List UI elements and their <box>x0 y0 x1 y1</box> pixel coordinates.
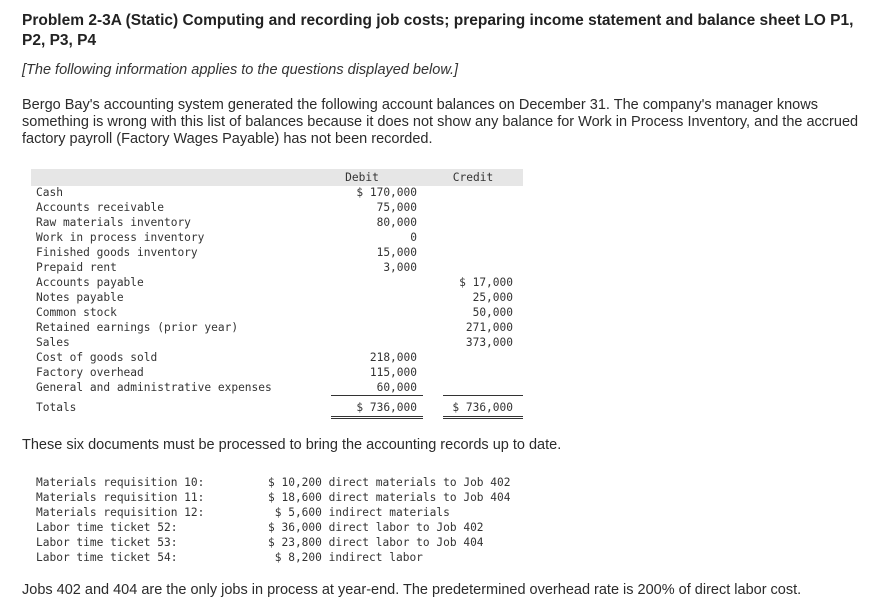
account-name: Prepaid rent <box>36 261 117 274</box>
debit-subtotal-rule <box>331 395 423 396</box>
debit-value: $ 170,000 <box>356 186 417 199</box>
account-balances-table <box>31 169 523 419</box>
document-description: $ 36,000 direct labor to Job 402 <box>268 521 484 534</box>
list-item <box>36 505 556 520</box>
totals-label: Totals <box>36 401 77 414</box>
debit-total-rule-1 <box>331 416 423 417</box>
totals-row <box>31 400 523 415</box>
document-name: Labor time ticket 53: <box>36 536 178 549</box>
debit-value: 115,000 <box>369 366 417 379</box>
table-row <box>31 290 523 305</box>
credit-subtotal-rule <box>443 395 523 396</box>
account-name: Finished goods inventory <box>36 246 198 259</box>
list-item <box>36 550 556 565</box>
table-row <box>31 185 523 200</box>
table-row <box>31 215 523 230</box>
document-description: $ 8,200 indirect labor <box>268 551 423 564</box>
table-row <box>31 335 523 350</box>
list-item <box>36 475 556 490</box>
account-name: Retained earnings (prior year) <box>36 321 239 334</box>
account-name: Accounts receivable <box>36 201 164 214</box>
debit-value: 0 <box>410 231 417 244</box>
table-row <box>31 230 523 245</box>
table-row <box>31 380 523 395</box>
account-name: General and administrative expenses <box>36 381 272 394</box>
problem-subtitle: [The following information applies to the questions displayed below.] <box>22 62 459 78</box>
account-name: Raw materials inventory <box>36 216 191 229</box>
debit-value: 75,000 <box>376 201 417 214</box>
debit-header: Debit <box>345 171 379 184</box>
account-name: Work in process inventory <box>36 231 205 244</box>
account-name: Sales <box>36 336 70 349</box>
closing-note: Jobs 402 and 404 are the only jobs in process at year-end. The predetermined overhead rate is 200% of direct labor cost. <box>22 582 802 598</box>
document-name: Materials requisition 11: <box>36 491 205 504</box>
list-item <box>36 520 556 535</box>
debit-value: 218,000 <box>369 351 417 364</box>
account-name: Cost of goods sold <box>36 351 158 364</box>
account-name: Factory overhead <box>36 366 144 379</box>
credit-header: Credit <box>452 171 494 184</box>
intro-paragraph: Bergo Bay's accounting system generated the following account balances on December 31. The company's manager knows something is wrong with this list of balances because it does not show any balance for Work in Process Inventory, and the accrued factory payroll (Factory Wages Payable) has not been recorded. <box>22 97 859 147</box>
credit-total-rule-1 <box>443 416 523 417</box>
document-description: $ 10,200 direct materials to Job 402 <box>268 476 511 489</box>
debit-total-rule-2 <box>331 418 423 419</box>
account-name: Common stock <box>36 306 117 319</box>
document-name: Materials requisition 10: <box>36 476 205 489</box>
account-name: Notes payable <box>36 291 124 304</box>
list-item <box>36 490 556 505</box>
document-description: $ 18,600 direct materials to Job 404 <box>268 491 511 504</box>
document-name: Labor time ticket 54: <box>36 551 178 564</box>
debit-value: 80,000 <box>376 216 417 229</box>
table-header-bar <box>31 169 523 186</box>
list-item <box>36 535 556 550</box>
table-row <box>31 260 523 275</box>
document-name: Materials requisition 12: <box>36 506 205 519</box>
document-description: $ 5,600 indirect materials <box>268 506 450 519</box>
debit-value: 15,000 <box>376 246 417 259</box>
credit-value: 50,000 <box>472 306 513 319</box>
credit-total-rule-2 <box>443 418 523 419</box>
credit-value: 271,000 <box>465 321 513 334</box>
table-row <box>31 275 523 290</box>
table-row <box>31 365 523 380</box>
table-row <box>31 320 523 335</box>
credit-value: 25,000 <box>472 291 513 304</box>
debit-value: 3,000 <box>383 261 417 274</box>
table-row <box>31 305 523 320</box>
credit-value: 373,000 <box>465 336 513 349</box>
account-name: Cash <box>36 186 63 199</box>
debit-total: $ 736,000 <box>356 401 417 414</box>
table-row <box>31 350 523 365</box>
table-row <box>31 200 523 215</box>
document-description: $ 23,800 direct labor to Job 404 <box>268 536 484 549</box>
debit-value: 60,000 <box>376 381 417 394</box>
credit-total: $ 736,000 <box>452 401 513 414</box>
documents-intro: These six documents must be processed to bring the accounting records up to date. <box>22 437 562 453</box>
problem-title: Problem 2-3A (Static) Computing and recording job costs; preparing income statement and balance sheet LO P1, P2, P3, P4 <box>22 12 854 49</box>
credit-value: $ 17,000 <box>459 276 513 289</box>
document-name: Labor time ticket 52: <box>36 521 178 534</box>
account-name: Accounts payable <box>36 276 144 289</box>
table-row <box>31 245 523 260</box>
